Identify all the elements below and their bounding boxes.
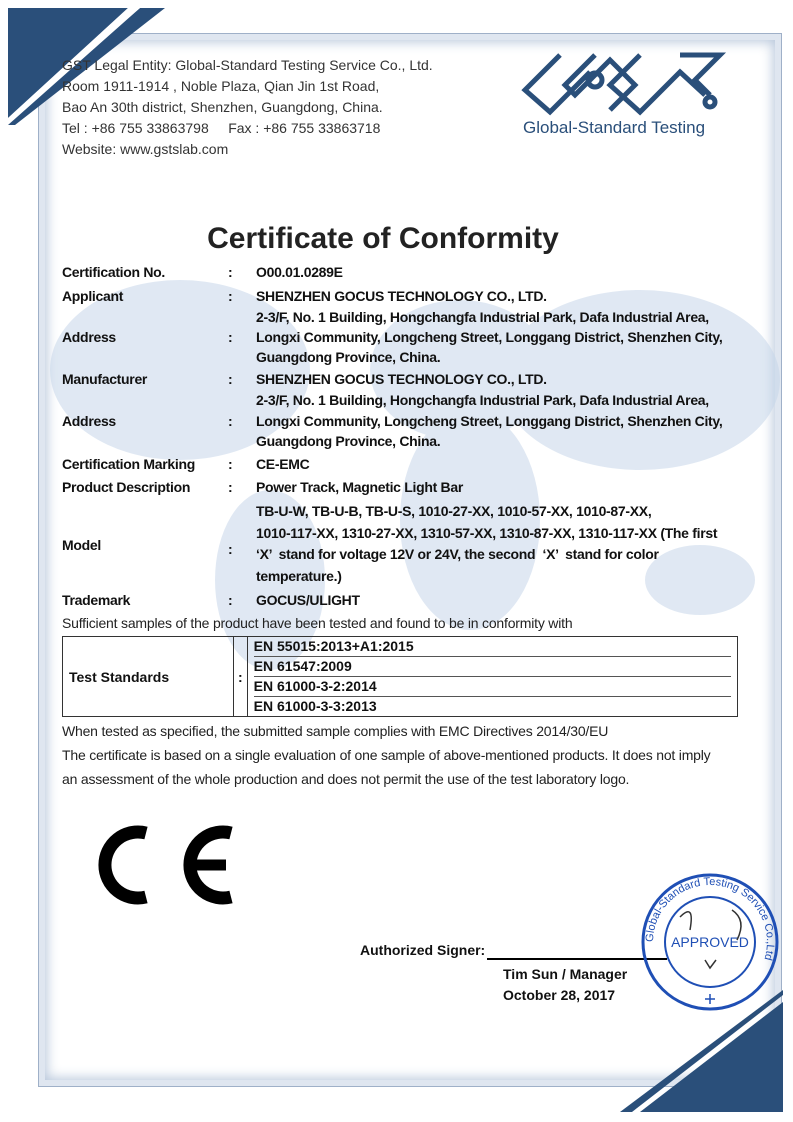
tel-fax: Tel : +86 755 33863798 Fax : +86 755 33863718 [62, 120, 381, 136]
applicant-label: Applicant [62, 288, 124, 304]
disclaimer-text: The certificate is based on a single evaluation of one sample of above-mentioned products. It does not imply [62, 747, 711, 763]
model-line: 1010-117-XX, 1310-27-XX, 1310-57-XX, 1310-87-XX, 1310-117-XX (The first [256, 525, 718, 541]
approval-stamp [640, 872, 780, 1012]
stamp-ring-text: Global-Standard Testing Service Co.,Ltd [643, 875, 777, 962]
model-line: ‘X’ stand for voltage 12V or 24V, the second ‘X’ stand for color [256, 546, 659, 562]
trademark-label: Trademark [62, 592, 131, 608]
test-standards-label: Test Standards [63, 637, 234, 717]
page-title: Certificate of Conformity [207, 222, 559, 255]
manufacturer-address-line: Longxi Community, Longcheng Street, Longgang District, Shenzhen City, [256, 413, 723, 429]
model-label: Model [62, 537, 101, 553]
marking-label: Certification Marking [62, 456, 195, 472]
colon: : [228, 541, 233, 557]
cert-no-label: Certification No. [62, 264, 166, 280]
colon: : [228, 592, 233, 608]
colon: : [228, 479, 233, 495]
product-value: Power Track, Magnetic Light Bar [256, 479, 463, 495]
colon: : [228, 413, 233, 429]
colon: : [228, 264, 233, 280]
gst-logo-icon [520, 50, 735, 118]
address-label: Address [62, 413, 116, 429]
colon: : [234, 637, 248, 717]
authorized-signer-label: Authorized Signer: [360, 942, 486, 958]
colon: : [228, 456, 233, 472]
applicant-address-line: 2-3/F, No. 1 Building, Hongchangfa Industrial Park, Dafa Industrial Area, [256, 309, 709, 325]
directive-text: When tested as specified, the submitted sample complies with EMC Directives 2014/30/EU [62, 723, 609, 739]
manufacturer-value: SHENZHEN GOCUS TECHNOLOGY CO., LTD. [256, 371, 547, 387]
colon: : [228, 371, 233, 387]
colon: : [228, 329, 233, 345]
applicant-address-line: Longxi Community, Longcheng Street, Longgang District, Shenzhen City, [256, 329, 723, 345]
signer-name: Tim Sun / Manager [503, 966, 628, 982]
standard-item: EN 61000-3-2:2014 [254, 677, 731, 697]
standard-item: EN 55015:2013+A1:2015 [254, 637, 731, 657]
applicant-address-line: Guangdong Province, China. [256, 349, 441, 365]
test-standards-table [62, 636, 738, 717]
trademark-value: GOCUS/ULIGHT [256, 592, 360, 608]
product-label: Product Description [62, 479, 191, 495]
cert-no-value: O00.01.0289E [256, 264, 343, 280]
legal-entity: GST Legal Entity: Global-Standard Testing Service Co., Ltd. [62, 57, 433, 73]
manufacturer-address-line: 2-3/F, No. 1 Building, Hongchangfa Industrial Park, Dafa Industrial Area, [256, 392, 709, 408]
stamp-center-text: APPROVED [671, 934, 749, 950]
disclaimer-text: an assessment of the whole production and does not permit the use of the test laboratory logo. [62, 771, 630, 787]
company-info [62, 55, 433, 160]
ce-mark-icon [86, 825, 236, 905]
colon: : [228, 288, 233, 304]
manufacturer-label: Manufacturer [62, 371, 148, 387]
sign-date: October 28, 2017 [503, 987, 616, 1003]
address-label: Address [62, 329, 116, 345]
model-line: temperature.) [256, 568, 342, 584]
logo-text: Global-Standard Testing [523, 118, 706, 137]
applicant-value: SHENZHEN GOCUS TECHNOLOGY CO., LTD. [256, 288, 547, 304]
address-line: Bao An 30th district, Shenzhen, Guangdong, China. [62, 99, 383, 115]
marking-value: CE-EMC [256, 456, 310, 472]
website: Website: www.gstslab.com [62, 141, 229, 157]
address-line: Room 1911-1914 , Noble Plaza, Qian Jin 1st Road, [62, 78, 380, 94]
standard-item: EN 61547:2009 [254, 657, 731, 677]
standard-item: EN 61000-3-3:2013 [253, 698, 377, 714]
sufficient-text: Sufficient samples of the product have been tested and found to be in conformity with [62, 615, 573, 631]
manufacturer-address-line: Guangdong Province, China. [256, 433, 441, 449]
model-line: TB-U-W, TB-U-B, TB-U-S, 1010-27-XX, 1010-57-XX, 1010-87-XX, [256, 503, 652, 519]
